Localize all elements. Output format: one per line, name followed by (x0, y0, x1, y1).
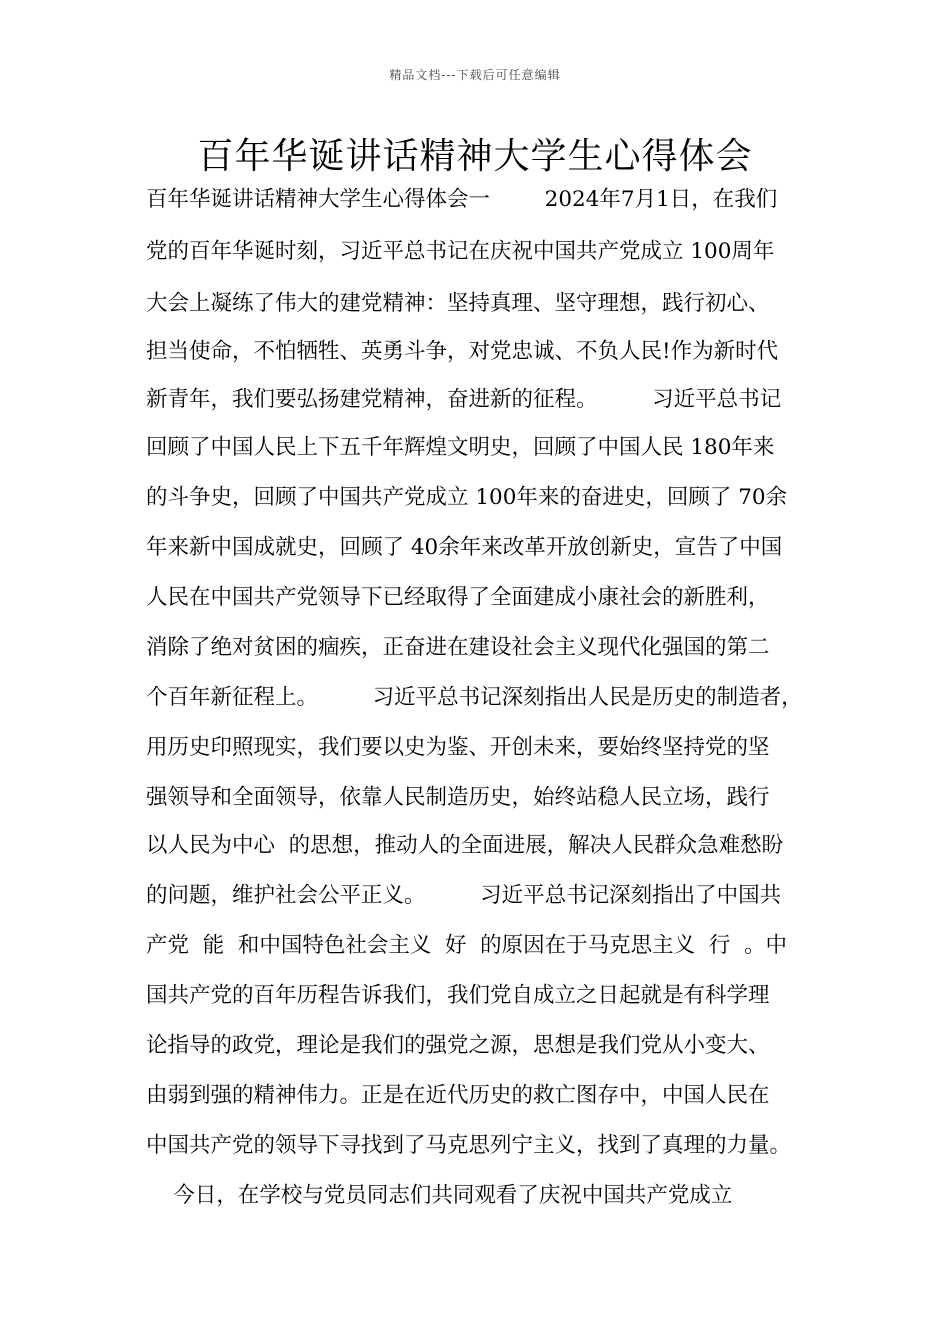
body-line: 国共产党的百年历程告诉我们，我们党自成立之日起就是有科学理 (146, 983, 770, 1008)
body-line: 百年华诞讲话精神大学生心得体会一 2024年7月1日，在我们 (146, 187, 778, 212)
body-line: 消除了绝对贫困的痼疾，正奋进在建设社会主义现代化强国的第二 (146, 635, 770, 660)
body-line: 年来新中国成就史，回顾了 40余年来改革开放创新史，宣告了中国 (146, 535, 783, 560)
body-line: 担当使命，不怕牺牲、英勇斗争，对党忠诚、不负人民!作为新时代 (146, 339, 779, 364)
body-line: 新青年，我们要弘扬建党精神，奋进新的征程。 习近平总书记 (146, 387, 782, 412)
body-line: 的问题，维护社会公平正义。 习近平总书记深刻指出了中国共 (146, 883, 782, 908)
body-line: 以人民为中心 的思想，推动人的全面进展，解决人民群众急难愁盼 (146, 833, 784, 858)
body-line: 今日，在学校与党员同志们共同观看了庆祝中国共产党成立 (146, 1183, 733, 1208)
body-line: 党的百年华诞时刻，习近平总书记在庆祝中国共产党成立 100周年 (146, 239, 775, 264)
document-title: 百年华诞讲话精神大学生心得体会 (197, 136, 753, 177)
body-line: 回顾了中国人民上下五千年辉煌文明史，回顾了中国人民 180年来 (146, 435, 775, 460)
body-line: 中国共产党的领导下寻找到了马克思列宁主义，找到了真理的力量。 (146, 1133, 792, 1158)
body-line: 用历史印照现实，我们要以史为鉴、开创未来，要始终坚持党的坚 (146, 735, 770, 760)
body-line: 个百年新征程上。 习近平总书记深刻指出人民是历史的制造者， (146, 685, 803, 710)
header-note: 精品文档---下载后可任意编辑 (389, 68, 561, 82)
body-line: 强领导和全面领导，依靠人民制造历史，始终站稳人民立场，践行 (146, 785, 770, 810)
body-line: 的斗争史，回顾了中国共产党成立 100年来的奋进史，回顾了 70余 (146, 485, 788, 510)
body-line: 由弱到强的精神伟力。正是在近代历史的救亡图存中，中国人民在 (146, 1083, 770, 1108)
body-line: 人民在中国共产党领导下已经取得了全面建成小康社会的新胜利， (146, 585, 770, 610)
body-line: 大会上凝练了伟大的建党精神：坚持真理、坚守理想，践行初心、 (146, 291, 770, 316)
body-line: 产党 能 和中国特色社会主义 好 的原因在于马克思主义 行 。中 (146, 933, 788, 958)
body-line: 论指导的政党，理论是我们的强党之源，思想是我们党从小变大、 (146, 1033, 770, 1058)
